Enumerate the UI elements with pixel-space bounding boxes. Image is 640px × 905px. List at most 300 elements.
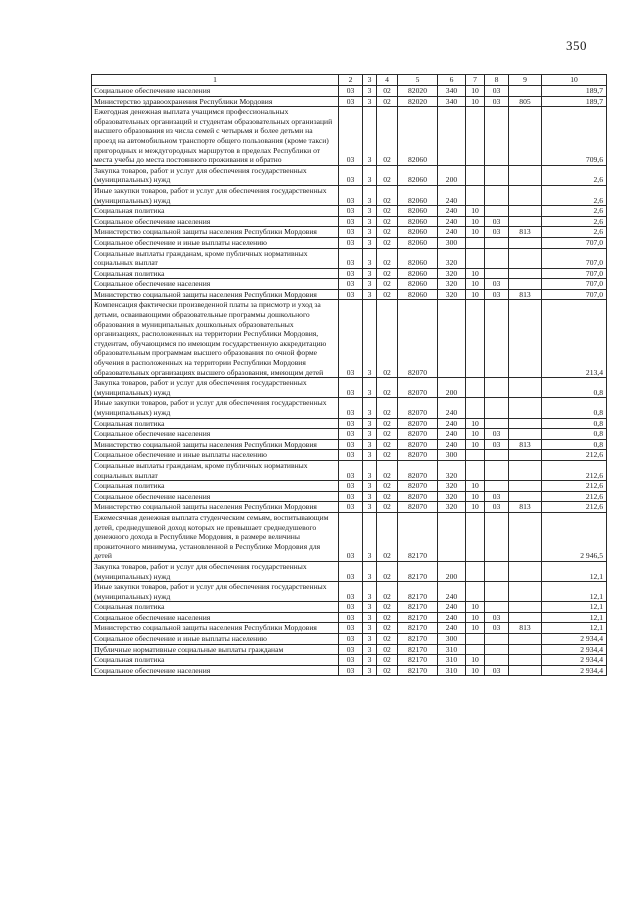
- cell-col-2: 03: [339, 216, 363, 227]
- cell-col-3: 3: [363, 237, 377, 248]
- table-row: [92, 665, 607, 676]
- cell-col-3: 3: [363, 398, 377, 418]
- cell-col-4: 02: [377, 644, 398, 655]
- cell-col-3: 3: [363, 429, 377, 440]
- cell-section: 10: [466, 623, 485, 634]
- cell-subsection: 03: [485, 439, 509, 450]
- cell-subsection: 03: [485, 227, 509, 238]
- row-description: Закупка товаров, работ и услуг для обеспечения государственных (муниципальных) нужд: [92, 165, 339, 185]
- cell-amount: 707,0: [542, 268, 607, 279]
- cell-target-code: 82060: [398, 227, 438, 238]
- cell-section: 10: [466, 268, 485, 279]
- cell-col-2: 03: [339, 512, 363, 561]
- cell-amount: 2,6: [542, 206, 607, 217]
- cell-col-2: 03: [339, 429, 363, 440]
- cell-col-4: 02: [377, 602, 398, 613]
- cell-target-code: 82070: [398, 491, 438, 502]
- cell-col-2: 03: [339, 460, 363, 480]
- table-row: [92, 612, 607, 623]
- cell-target-code: 82070: [398, 429, 438, 440]
- row-description: Публичные нормативные социальные выплаты гражданам: [92, 644, 339, 655]
- cell-ministry-code: [509, 602, 542, 613]
- cell-section: 10: [466, 96, 485, 107]
- cell-amount: 707,0: [542, 248, 607, 268]
- cell-col-3: 3: [363, 96, 377, 107]
- cell-col-4: 02: [377, 418, 398, 429]
- cell-section: 10: [466, 279, 485, 290]
- cell-col-2: 03: [339, 107, 363, 166]
- table-row: [92, 398, 607, 418]
- row-description: Социальное обеспечение населения: [92, 86, 339, 97]
- cell-col-2: 03: [339, 279, 363, 290]
- table-row: [92, 450, 607, 461]
- cell-col-3: 3: [363, 644, 377, 655]
- cell-col-4: 02: [377, 450, 398, 461]
- cell-section: 10: [466, 289, 485, 300]
- row-description: Министерство социальной защиты населения Республики Мордовия: [92, 289, 339, 300]
- cell-target-code: 82170: [398, 634, 438, 645]
- cell-subsection: 03: [485, 279, 509, 290]
- row-description: Компенсация фактически произведенной платы за присмотр и уход за детьми, осваивающими образовательные программы дошкольного образования в муниципальных дошкольных образовательных организациях, расположенных на территории Республики Мордовия, студентам, обучающимся по имеющим государственную аккредитацию образовательным программам высшего образования по очной форме обучения в расположенных на территории Республики Мордовия образовательных организациях высшего образования, имеющим детей: [92, 300, 339, 378]
- cell-subsection: [485, 582, 509, 602]
- cell-amount: 12,1: [542, 561, 607, 581]
- cell-col-2: 03: [339, 665, 363, 676]
- cell-col-2: 03: [339, 481, 363, 492]
- table-row: [92, 268, 607, 279]
- header-col-2: 2: [339, 75, 363, 86]
- cell-amount: 212,6: [542, 481, 607, 492]
- cell-expense-type: 240: [438, 216, 466, 227]
- cell-ministry-code: [509, 582, 542, 602]
- table-row: [92, 86, 607, 97]
- cell-ministry-code: [509, 561, 542, 581]
- row-description: Социальная политика: [92, 602, 339, 613]
- cell-expense-type: 320: [438, 460, 466, 480]
- table-row: [92, 227, 607, 238]
- cell-ministry-code: [509, 634, 542, 645]
- cell-amount: 189,7: [542, 96, 607, 107]
- cell-target-code: 82020: [398, 86, 438, 97]
- cell-expense-type: 320: [438, 279, 466, 290]
- cell-amount: 212,6: [542, 491, 607, 502]
- table-row: [92, 300, 607, 378]
- cell-col-2: 03: [339, 96, 363, 107]
- cell-ministry-code: 813: [509, 227, 542, 238]
- cell-amount: 12,1: [542, 582, 607, 602]
- cell-section: [466, 634, 485, 645]
- cell-col-3: 3: [363, 248, 377, 268]
- cell-section: [466, 644, 485, 655]
- cell-expense-type: 340: [438, 96, 466, 107]
- cell-expense-type: 300: [438, 237, 466, 248]
- cell-ministry-code: [509, 206, 542, 217]
- cell-ministry-code: [509, 491, 542, 502]
- cell-col-4: 02: [377, 165, 398, 185]
- row-description: Социальное обеспечение населения: [92, 216, 339, 227]
- cell-subsection: 03: [485, 502, 509, 513]
- cell-target-code: 82170: [398, 561, 438, 581]
- cell-target-code: 82070: [398, 418, 438, 429]
- cell-section: [466, 237, 485, 248]
- cell-col-4: 02: [377, 491, 398, 502]
- cell-ministry-code: 805: [509, 96, 542, 107]
- cell-amount: 2 934,4: [542, 655, 607, 666]
- cell-col-2: 03: [339, 237, 363, 248]
- cell-col-2: 03: [339, 398, 363, 418]
- cell-col-4: 02: [377, 216, 398, 227]
- cell-col-3: 3: [363, 279, 377, 290]
- cell-expense-type: [438, 107, 466, 166]
- cell-expense-type: 310: [438, 644, 466, 655]
- cell-col-2: 03: [339, 378, 363, 398]
- table-row: [92, 439, 607, 450]
- row-description: Иные закупки товаров, работ и услуг для обеспечения государственных (муниципальных) нужд: [92, 185, 339, 205]
- cell-target-code: 82060: [398, 216, 438, 227]
- row-description: Социальное обеспечение населения: [92, 612, 339, 623]
- cell-col-3: 3: [363, 481, 377, 492]
- cell-col-4: 02: [377, 561, 398, 581]
- row-description: Министерство социальной защиты населения Республики Мордовия: [92, 227, 339, 238]
- cell-expense-type: [438, 512, 466, 561]
- cell-ministry-code: [509, 612, 542, 623]
- cell-amount: 707,0: [542, 237, 607, 248]
- row-description: Социальная политика: [92, 206, 339, 217]
- table-row: [92, 561, 607, 581]
- cell-section: 10: [466, 665, 485, 676]
- cell-col-2: 03: [339, 86, 363, 97]
- cell-subsection: [485, 107, 509, 166]
- cell-target-code: 82060: [398, 237, 438, 248]
- cell-ministry-code: 813: [509, 623, 542, 634]
- cell-section: 10: [466, 612, 485, 623]
- cell-subsection: [485, 634, 509, 645]
- cell-col-3: 3: [363, 450, 377, 461]
- header-col-3: 3: [363, 75, 377, 86]
- cell-col-2: 03: [339, 602, 363, 613]
- row-description: Социальное обеспечение населения: [92, 491, 339, 502]
- cell-col-3: 3: [363, 582, 377, 602]
- cell-expense-type: 240: [438, 398, 466, 418]
- cell-amount: 2,6: [542, 216, 607, 227]
- row-description: Министерство социальной защиты населения Республики Мордовия: [92, 502, 339, 513]
- cell-subsection: [485, 300, 509, 378]
- cell-col-3: 3: [363, 665, 377, 676]
- cell-col-3: 3: [363, 623, 377, 634]
- cell-ministry-code: [509, 418, 542, 429]
- cell-amount: 0,8: [542, 398, 607, 418]
- cell-expense-type: 310: [438, 655, 466, 666]
- cell-ministry-code: [509, 300, 542, 378]
- cell-col-3: 3: [363, 300, 377, 378]
- cell-col-4: 02: [377, 300, 398, 378]
- cell-expense-type: 240: [438, 582, 466, 602]
- cell-col-4: 02: [377, 481, 398, 492]
- cell-subsection: 03: [485, 96, 509, 107]
- cell-col-4: 02: [377, 86, 398, 97]
- cell-col-2: 03: [339, 439, 363, 450]
- table-row: [92, 418, 607, 429]
- cell-subsection: [485, 378, 509, 398]
- cell-expense-type: 240: [438, 206, 466, 217]
- row-description: Социальные выплаты гражданам, кроме публичных нормативных социальных выплат: [92, 460, 339, 480]
- row-description: Социальное обеспечение населения: [92, 665, 339, 676]
- table-row: [92, 96, 607, 107]
- cell-ministry-code: [509, 107, 542, 166]
- cell-col-4: 02: [377, 460, 398, 480]
- cell-expense-type: 320: [438, 268, 466, 279]
- cell-amount: 0,8: [542, 418, 607, 429]
- cell-col-3: 3: [363, 206, 377, 217]
- cell-col-4: 02: [377, 206, 398, 217]
- cell-amount: 0,8: [542, 429, 607, 440]
- cell-expense-type: 200: [438, 378, 466, 398]
- cell-ministry-code: [509, 481, 542, 492]
- cell-expense-type: 240: [438, 612, 466, 623]
- cell-section: 10: [466, 655, 485, 666]
- cell-section: [466, 185, 485, 205]
- cell-expense-type: 320: [438, 491, 466, 502]
- row-description: Ежемесячная денежная выплата студенческим семьям, воспитывающим детей, среднедушевой доход которых не превышает среднедушевого денежного дохода в Республике Мордовия, в размере величины прожиточного минимума, установленной в Республике Мордовия для детей: [92, 512, 339, 561]
- header-col-8: 8: [485, 75, 509, 86]
- cell-subsection: [485, 460, 509, 480]
- cell-amount: 2 934,4: [542, 665, 607, 676]
- cell-col-2: 03: [339, 450, 363, 461]
- header-col-6: 6: [438, 75, 466, 86]
- cell-amount: 707,0: [542, 279, 607, 290]
- table-row: [92, 206, 607, 217]
- cell-col-4: 02: [377, 289, 398, 300]
- cell-section: 10: [466, 86, 485, 97]
- cell-target-code: 82170: [398, 655, 438, 666]
- cell-subsection: [485, 185, 509, 205]
- cell-expense-type: 300: [438, 634, 466, 645]
- cell-target-code: 82060: [398, 185, 438, 205]
- cell-target-code: 82060: [398, 165, 438, 185]
- header-col-9: 9: [509, 75, 542, 86]
- cell-col-4: 02: [377, 268, 398, 279]
- row-description: Социальное обеспечение и иные выплаты населению: [92, 237, 339, 248]
- cell-ministry-code: [509, 268, 542, 279]
- cell-target-code: 82170: [398, 602, 438, 613]
- row-description: Социальное обеспечение населения: [92, 279, 339, 290]
- cell-col-3: 3: [363, 86, 377, 97]
- table-row: [92, 460, 607, 480]
- cell-target-code: 82020: [398, 96, 438, 107]
- cell-col-2: 03: [339, 185, 363, 205]
- table-body: [92, 86, 607, 676]
- cell-section: [466, 165, 485, 185]
- table-row: [92, 634, 607, 645]
- cell-col-4: 02: [377, 279, 398, 290]
- row-description: Закупка товаров, работ и услуг для обеспечения государственных (муниципальных) нужд: [92, 561, 339, 581]
- cell-target-code: 82060: [398, 107, 438, 166]
- cell-subsection: 03: [485, 429, 509, 440]
- cell-section: 10: [466, 216, 485, 227]
- cell-col-3: 3: [363, 185, 377, 205]
- cell-target-code: 82170: [398, 612, 438, 623]
- cell-subsection: [485, 481, 509, 492]
- cell-expense-type: 340: [438, 86, 466, 97]
- table-row: [92, 216, 607, 227]
- table-row: [92, 279, 607, 290]
- row-description: Социальная политика: [92, 481, 339, 492]
- table-row: [92, 248, 607, 268]
- cell-subsection: 03: [485, 289, 509, 300]
- row-description: Министерство социальной защиты населения Республики Мордовия: [92, 623, 339, 634]
- cell-col-4: 02: [377, 429, 398, 440]
- cell-col-2: 03: [339, 268, 363, 279]
- cell-col-2: 03: [339, 634, 363, 645]
- cell-amount: 709,6: [542, 107, 607, 166]
- cell-subsection: [485, 644, 509, 655]
- cell-target-code: 82070: [398, 439, 438, 450]
- cell-section: 10: [466, 429, 485, 440]
- table-row: [92, 107, 607, 166]
- cell-expense-type: 240: [438, 602, 466, 613]
- cell-col-2: 03: [339, 248, 363, 268]
- cell-col-3: 3: [363, 439, 377, 450]
- cell-subsection: 03: [485, 665, 509, 676]
- cell-section: 10: [466, 502, 485, 513]
- cell-col-2: 03: [339, 655, 363, 666]
- table-row: [92, 655, 607, 666]
- cell-col-3: 3: [363, 512, 377, 561]
- cell-expense-type: 240: [438, 227, 466, 238]
- table-row: [92, 289, 607, 300]
- cell-col-4: 02: [377, 378, 398, 398]
- table-row: [92, 237, 607, 248]
- cell-subsection: [485, 165, 509, 185]
- cell-section: 10: [466, 491, 485, 502]
- cell-ministry-code: [509, 237, 542, 248]
- cell-section: [466, 300, 485, 378]
- cell-amount: 213,4: [542, 300, 607, 378]
- header-col-4: 4: [377, 75, 398, 86]
- cell-subsection: [485, 512, 509, 561]
- cell-amount: 212,6: [542, 450, 607, 461]
- cell-col-3: 3: [363, 268, 377, 279]
- cell-col-3: 3: [363, 289, 377, 300]
- row-description: Социальная политика: [92, 418, 339, 429]
- header-col-1: 1: [92, 75, 339, 86]
- cell-col-4: 02: [377, 612, 398, 623]
- cell-col-3: 3: [363, 612, 377, 623]
- cell-ministry-code: [509, 512, 542, 561]
- cell-target-code: 82070: [398, 502, 438, 513]
- row-description: Министерство социальной защиты населения Республики Мордовия: [92, 439, 339, 450]
- page-number: 350: [566, 38, 587, 53]
- row-description: Социальное обеспечение населения: [92, 429, 339, 440]
- cell-amount: 2 934,4: [542, 634, 607, 645]
- cell-ministry-code: [509, 655, 542, 666]
- cell-ministry-code: 813: [509, 439, 542, 450]
- table-row: [92, 602, 607, 613]
- cell-expense-type: [438, 300, 466, 378]
- table-row: [92, 481, 607, 492]
- cell-subsection: [485, 602, 509, 613]
- header-col-7: 7: [466, 75, 485, 86]
- cell-section: [466, 248, 485, 268]
- cell-col-2: 03: [339, 644, 363, 655]
- header-col-5: 5: [398, 75, 438, 86]
- cell-target-code: 82060: [398, 289, 438, 300]
- cell-section: 10: [466, 418, 485, 429]
- cell-col-3: 3: [363, 165, 377, 185]
- cell-subsection: [485, 450, 509, 461]
- cell-col-4: 02: [377, 665, 398, 676]
- cell-target-code: 82170: [398, 644, 438, 655]
- row-description: Социальное обеспечение и иные выплаты населению: [92, 450, 339, 461]
- cell-ministry-code: 813: [509, 289, 542, 300]
- row-description: Социальная политика: [92, 655, 339, 666]
- cell-subsection: 03: [485, 623, 509, 634]
- cell-section: [466, 512, 485, 561]
- cell-col-4: 02: [377, 227, 398, 238]
- row-description: Иные закупки товаров, работ и услуг для обеспечения государственных (муниципальных) нужд: [92, 582, 339, 602]
- row-description: Министерство здравоохранения Республики Мордовия: [92, 96, 339, 107]
- cell-ministry-code: [509, 165, 542, 185]
- cell-section: [466, 398, 485, 418]
- cell-col-4: 02: [377, 248, 398, 268]
- cell-expense-type: 240: [438, 623, 466, 634]
- cell-amount: 189,7: [542, 86, 607, 97]
- cell-col-2: 03: [339, 612, 363, 623]
- cell-ministry-code: [509, 450, 542, 461]
- cell-col-4: 02: [377, 512, 398, 561]
- cell-subsection: [485, 398, 509, 418]
- cell-target-code: 82170: [398, 582, 438, 602]
- table-row: [92, 378, 607, 398]
- cell-target-code: 82070: [398, 300, 438, 378]
- cell-target-code: 82170: [398, 665, 438, 676]
- cell-col-4: 02: [377, 439, 398, 450]
- cell-ministry-code: [509, 185, 542, 205]
- cell-target-code: 82060: [398, 279, 438, 290]
- table-row: [92, 185, 607, 205]
- cell-section: [466, 107, 485, 166]
- cell-col-3: 3: [363, 378, 377, 398]
- cell-col-2: 03: [339, 491, 363, 502]
- cell-subsection: [485, 561, 509, 581]
- cell-col-4: 02: [377, 107, 398, 166]
- cell-subsection: [485, 655, 509, 666]
- cell-target-code: 82070: [398, 450, 438, 461]
- budget-table: [91, 74, 607, 676]
- cell-subsection: 03: [485, 216, 509, 227]
- cell-col-2: 03: [339, 418, 363, 429]
- cell-section: 10: [466, 602, 485, 613]
- row-description: Закупка товаров, работ и услуг для обеспечения государственных (муниципальных) нужд: [92, 378, 339, 398]
- cell-col-4: 02: [377, 96, 398, 107]
- table-row: [92, 582, 607, 602]
- cell-amount: 212,6: [542, 460, 607, 480]
- cell-expense-type: 320: [438, 502, 466, 513]
- cell-col-3: 3: [363, 216, 377, 227]
- cell-expense-type: 300: [438, 450, 466, 461]
- cell-section: 10: [466, 206, 485, 217]
- header-col-10: 10: [542, 75, 607, 86]
- cell-amount: 0,8: [542, 439, 607, 450]
- cell-col-3: 3: [363, 418, 377, 429]
- cell-target-code: 82070: [398, 378, 438, 398]
- cell-col-3: 3: [363, 634, 377, 645]
- cell-col-2: 03: [339, 165, 363, 185]
- table-row: [92, 502, 607, 513]
- cell-ministry-code: [509, 279, 542, 290]
- cell-expense-type: 320: [438, 289, 466, 300]
- cell-col-3: 3: [363, 460, 377, 480]
- cell-col-2: 03: [339, 227, 363, 238]
